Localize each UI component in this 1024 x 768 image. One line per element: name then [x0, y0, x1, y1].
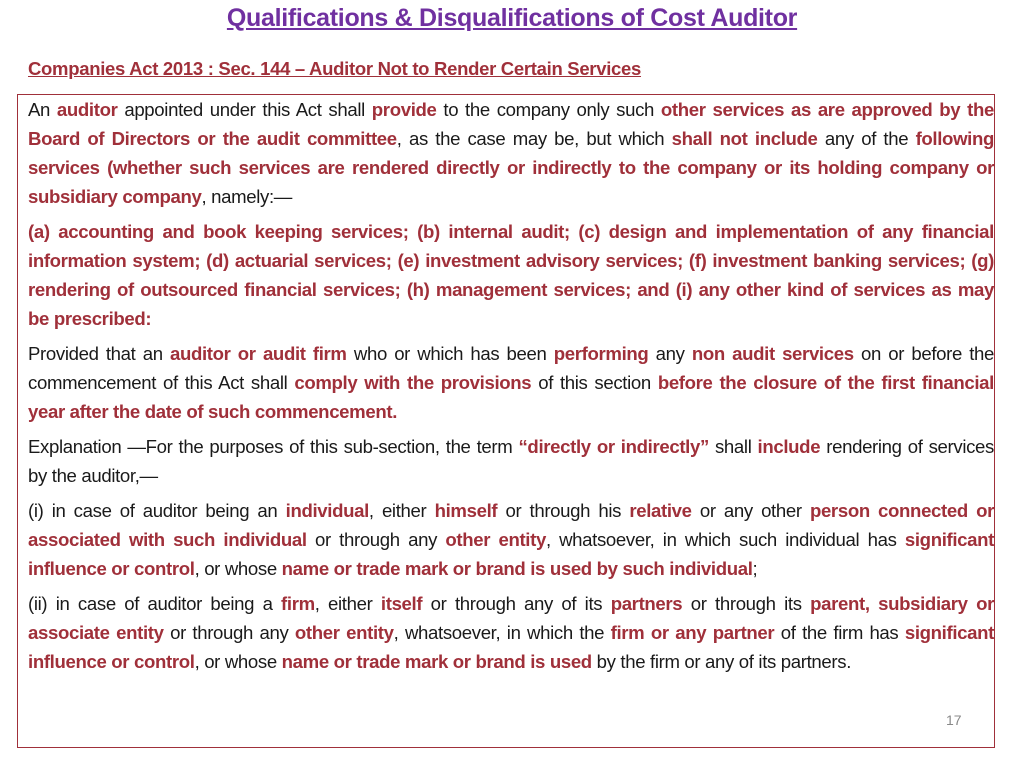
- body-text: An: [28, 99, 57, 120]
- body-text: ;: [752, 558, 758, 579]
- body-text: , whatsoever, in which the: [393, 622, 611, 643]
- section-heading: Companies Act 2013 : Sec. 144 – Auditor Not to Render Certain Services: [28, 58, 642, 79]
- highlighted-text: firm: [281, 593, 315, 614]
- highlighted-text: shall not include: [671, 128, 818, 149]
- body-text: by the firm or any of its partners.: [591, 651, 852, 672]
- body-text: Provided that an: [28, 343, 170, 364]
- body-text: , namely:—: [201, 186, 293, 207]
- highlighted-text: name or trade mark or brand is used: [281, 651, 592, 672]
- body-text: , either: [368, 500, 435, 521]
- slide-body: [28, 95, 994, 682]
- paragraph-4: [28, 432, 994, 490]
- highlighted-text: auditor or audit firm: [169, 343, 347, 364]
- highlighted-text: “directly or indirectly”: [518, 436, 709, 457]
- body-text: rendering of services by the auditor,—: [28, 436, 994, 486]
- highlighted-text: other entity: [445, 529, 546, 550]
- highlighted-text: following services (whether such services are rendered directly or indirectly to the company or its holding company or subsidiary company: [28, 128, 995, 207]
- body-text: or through any of its: [422, 593, 611, 614]
- highlighted-text: person connected or associated with such individual: [28, 500, 995, 550]
- body-text: on or before the commencement of this Act shall: [28, 343, 995, 393]
- body-text: to the company only such: [436, 99, 661, 120]
- body-text: , either: [314, 593, 381, 614]
- body-text: , as the case may be, but which: [396, 128, 672, 149]
- body-text: (ii) in case of auditor being a: [28, 593, 282, 614]
- body-text: appointed under this Act shall: [117, 99, 372, 120]
- body-text: shall: [708, 436, 758, 457]
- highlighted-text: auditor: [56, 99, 118, 120]
- body-text: Explanation —For the purposes of this sub-section, the term: [28, 436, 519, 457]
- body-text: or through any: [306, 529, 446, 550]
- highlighted-text: before the closure of the first financial year after the date of such commencement.: [28, 372, 994, 422]
- highlighted-text: include: [757, 436, 821, 457]
- highlighted-text: firm or any partner: [610, 622, 775, 643]
- paragraph-5: [28, 496, 994, 583]
- highlighted-text: itself: [380, 593, 423, 614]
- body-text: or through any: [163, 622, 295, 643]
- body-text: , or whose: [194, 558, 282, 579]
- body-text: of this section: [531, 372, 658, 393]
- highlighted-text: provide: [371, 99, 437, 120]
- highlighted-text: individual: [285, 500, 369, 521]
- highlighted-text: non audit services: [691, 343, 854, 364]
- highlighted-text: relative: [629, 500, 692, 521]
- body-text: (i) in case of auditor being an: [28, 500, 286, 521]
- highlighted-text: performing: [553, 343, 649, 364]
- paragraph-2: [28, 217, 994, 333]
- body-text: , whatsoever, in which such individual has: [545, 529, 905, 550]
- body-text: , or whose: [194, 651, 282, 672]
- highlighted-text: himself: [434, 500, 498, 521]
- body-text: or through its: [682, 593, 811, 614]
- page-number: 17: [946, 712, 962, 728]
- body-text: or any other: [691, 500, 810, 521]
- highlighted-text: comply with the provisions: [294, 372, 532, 393]
- highlighted-text: (a) accounting and book keeping services; (b) internal audit; (c) design and implementation of any financial information system; (d) actuarial services; (e) investment advisory services; (f) investment banking services; (g) rendering of outsourced financial services; (h) management services; and (i) any other kind of services as may be prescribed:: [28, 221, 994, 329]
- paragraph-3: [28, 339, 994, 426]
- highlighted-text: name or trade mark or brand is used by such individual: [281, 558, 753, 579]
- highlighted-text: significant influence or control: [28, 529, 995, 579]
- paragraph-6: [28, 589, 994, 676]
- highlighted-text: other entity: [294, 622, 394, 643]
- body-text: of the firm has: [774, 622, 905, 643]
- highlighted-text: significant influence or control: [28, 622, 994, 672]
- slide-title: Qualifications & Disqualifications of Cost Auditor: [226, 4, 798, 32]
- highlighted-text: partners: [610, 593, 683, 614]
- body-text: any of the: [817, 128, 916, 149]
- highlighted-text: parent, subsidiary or associate entity: [28, 593, 994, 643]
- body-text: any: [648, 343, 692, 364]
- body-text: who or which has been: [346, 343, 554, 364]
- body-text: or through his: [497, 500, 630, 521]
- paragraph-1: [28, 95, 994, 211]
- highlighted-text: other services as are approved by the Board of Directors or the audit committee: [28, 99, 994, 149]
